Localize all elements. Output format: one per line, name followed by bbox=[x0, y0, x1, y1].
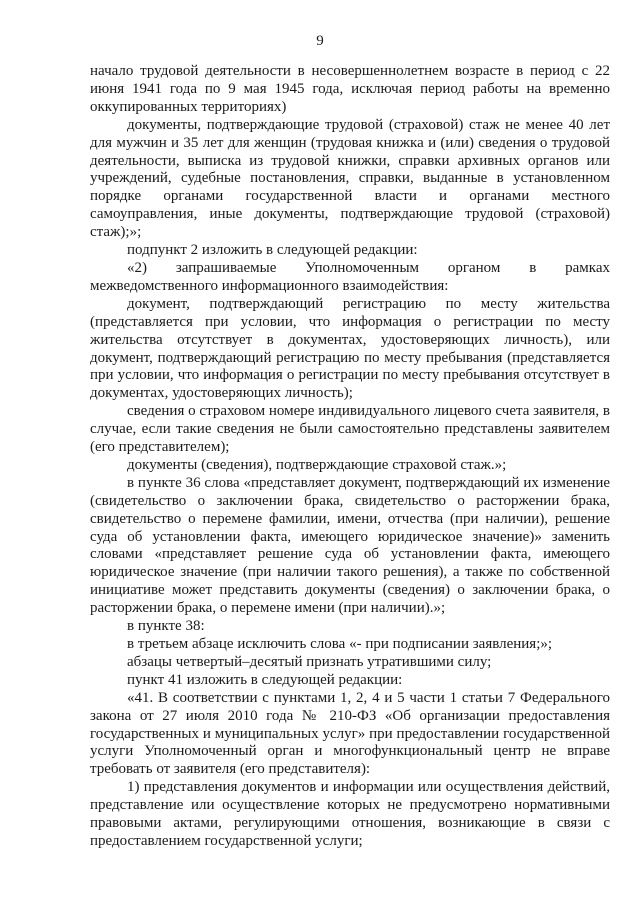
paragraph: документы, подтверждающие трудовой (страховой) стаж не менее 40 лет для мужчин и 35 лет для женщин (трудовая книжка и (или) сведения о трудовой деятельности, выписка из трудовой книжки, справки архивных органов или учреждений, судебные постановления, справки, выданные в установленном порядке органами государственной власти и органами местного самоуправления, иные документы, подтверждающие трудовой (страховой) стаж);»; bbox=[90, 116, 610, 241]
paragraph: документ, подтверждающий регистрацию по месту жительства (представляется при условии, что информация о регистрации по месту жительства отсутствует в документах, удостоверяющих личность), или документ, подтверждающий регистрацию по месту пребывания (представляется при условии, что информация о регистрации по месту пребывания отсутствует в документах, удостоверяющих личность); bbox=[90, 295, 610, 402]
paragraph: в пункте 38: bbox=[127, 618, 205, 635]
paragraph: в третьем абзаце исключить слова «- при подписании заявления;»; bbox=[127, 636, 553, 652]
paragraph: «2) запрашиваемые Уполномоченным органом в рамках межведомственного информационного взаимодействия: bbox=[90, 259, 610, 294]
paragraph: в пункте 36 слова «представляет документ, подтверждающий их изменение (свидетельство о заключении брака, свидетельство о расторжении брака, свидетельство о перемене фамилии, имени, отчества (при наличии), решение суда об установлении факта, имеющего юридическое значение)» заменить словами «представляет решение суда об установлении факта, имеющего юридическое значение (при наличии такого решения), а также по собственной инициативе может представить документы (сведения) о заключении брака, о расторжении брака, о перемене имени (при наличии).»; bbox=[90, 474, 610, 617]
paragraph: «41. В соответствии с пунктами 1, 2, 4 и 5 части 1 статьи 7 Федерального закона от 27 июля 2010 года № 210-ФЗ «Об организации предоставления государственных и муниципальных услуг» при предоставлении государственной услуги Уполномоченный орган и многофункциональный центр не вправе требовать от заявителя (его представителя): bbox=[90, 689, 610, 778]
document-body bbox=[90, 63, 610, 851]
paragraph: подпункт 2 изложить в следующей редакции: bbox=[127, 242, 418, 259]
paragraph: абзацы четвертый–десятый признать утратившими силу; bbox=[127, 653, 492, 670]
paragraph: 1) представления документов и информации или осуществления действий, представление или осуществление которых не предусмотрено нормативными правовыми актами, регулирующими отношения, возникающие в связи с предоставлением государственной услуги; bbox=[90, 779, 610, 849]
paragraph: сведения о страховом номере индивидуального лицевого счета заявителя, в случае, если такие сведения не были самостоятельно представлены заявителем (его представителем); bbox=[90, 403, 610, 456]
paragraph: документы (сведения), подтверждающие страховой стаж.»; bbox=[127, 456, 507, 473]
page-number: 9 bbox=[316, 33, 324, 49]
paragraph: пункт 41 изложить в следующей редакции: bbox=[127, 671, 403, 688]
paragraph: начало трудовой деятельности в несовершеннолетнем возрасте в период с 22 июня 1941 года по 9 мая 1945 года, исключая период работы на временно оккупированных территориях) bbox=[90, 63, 610, 115]
